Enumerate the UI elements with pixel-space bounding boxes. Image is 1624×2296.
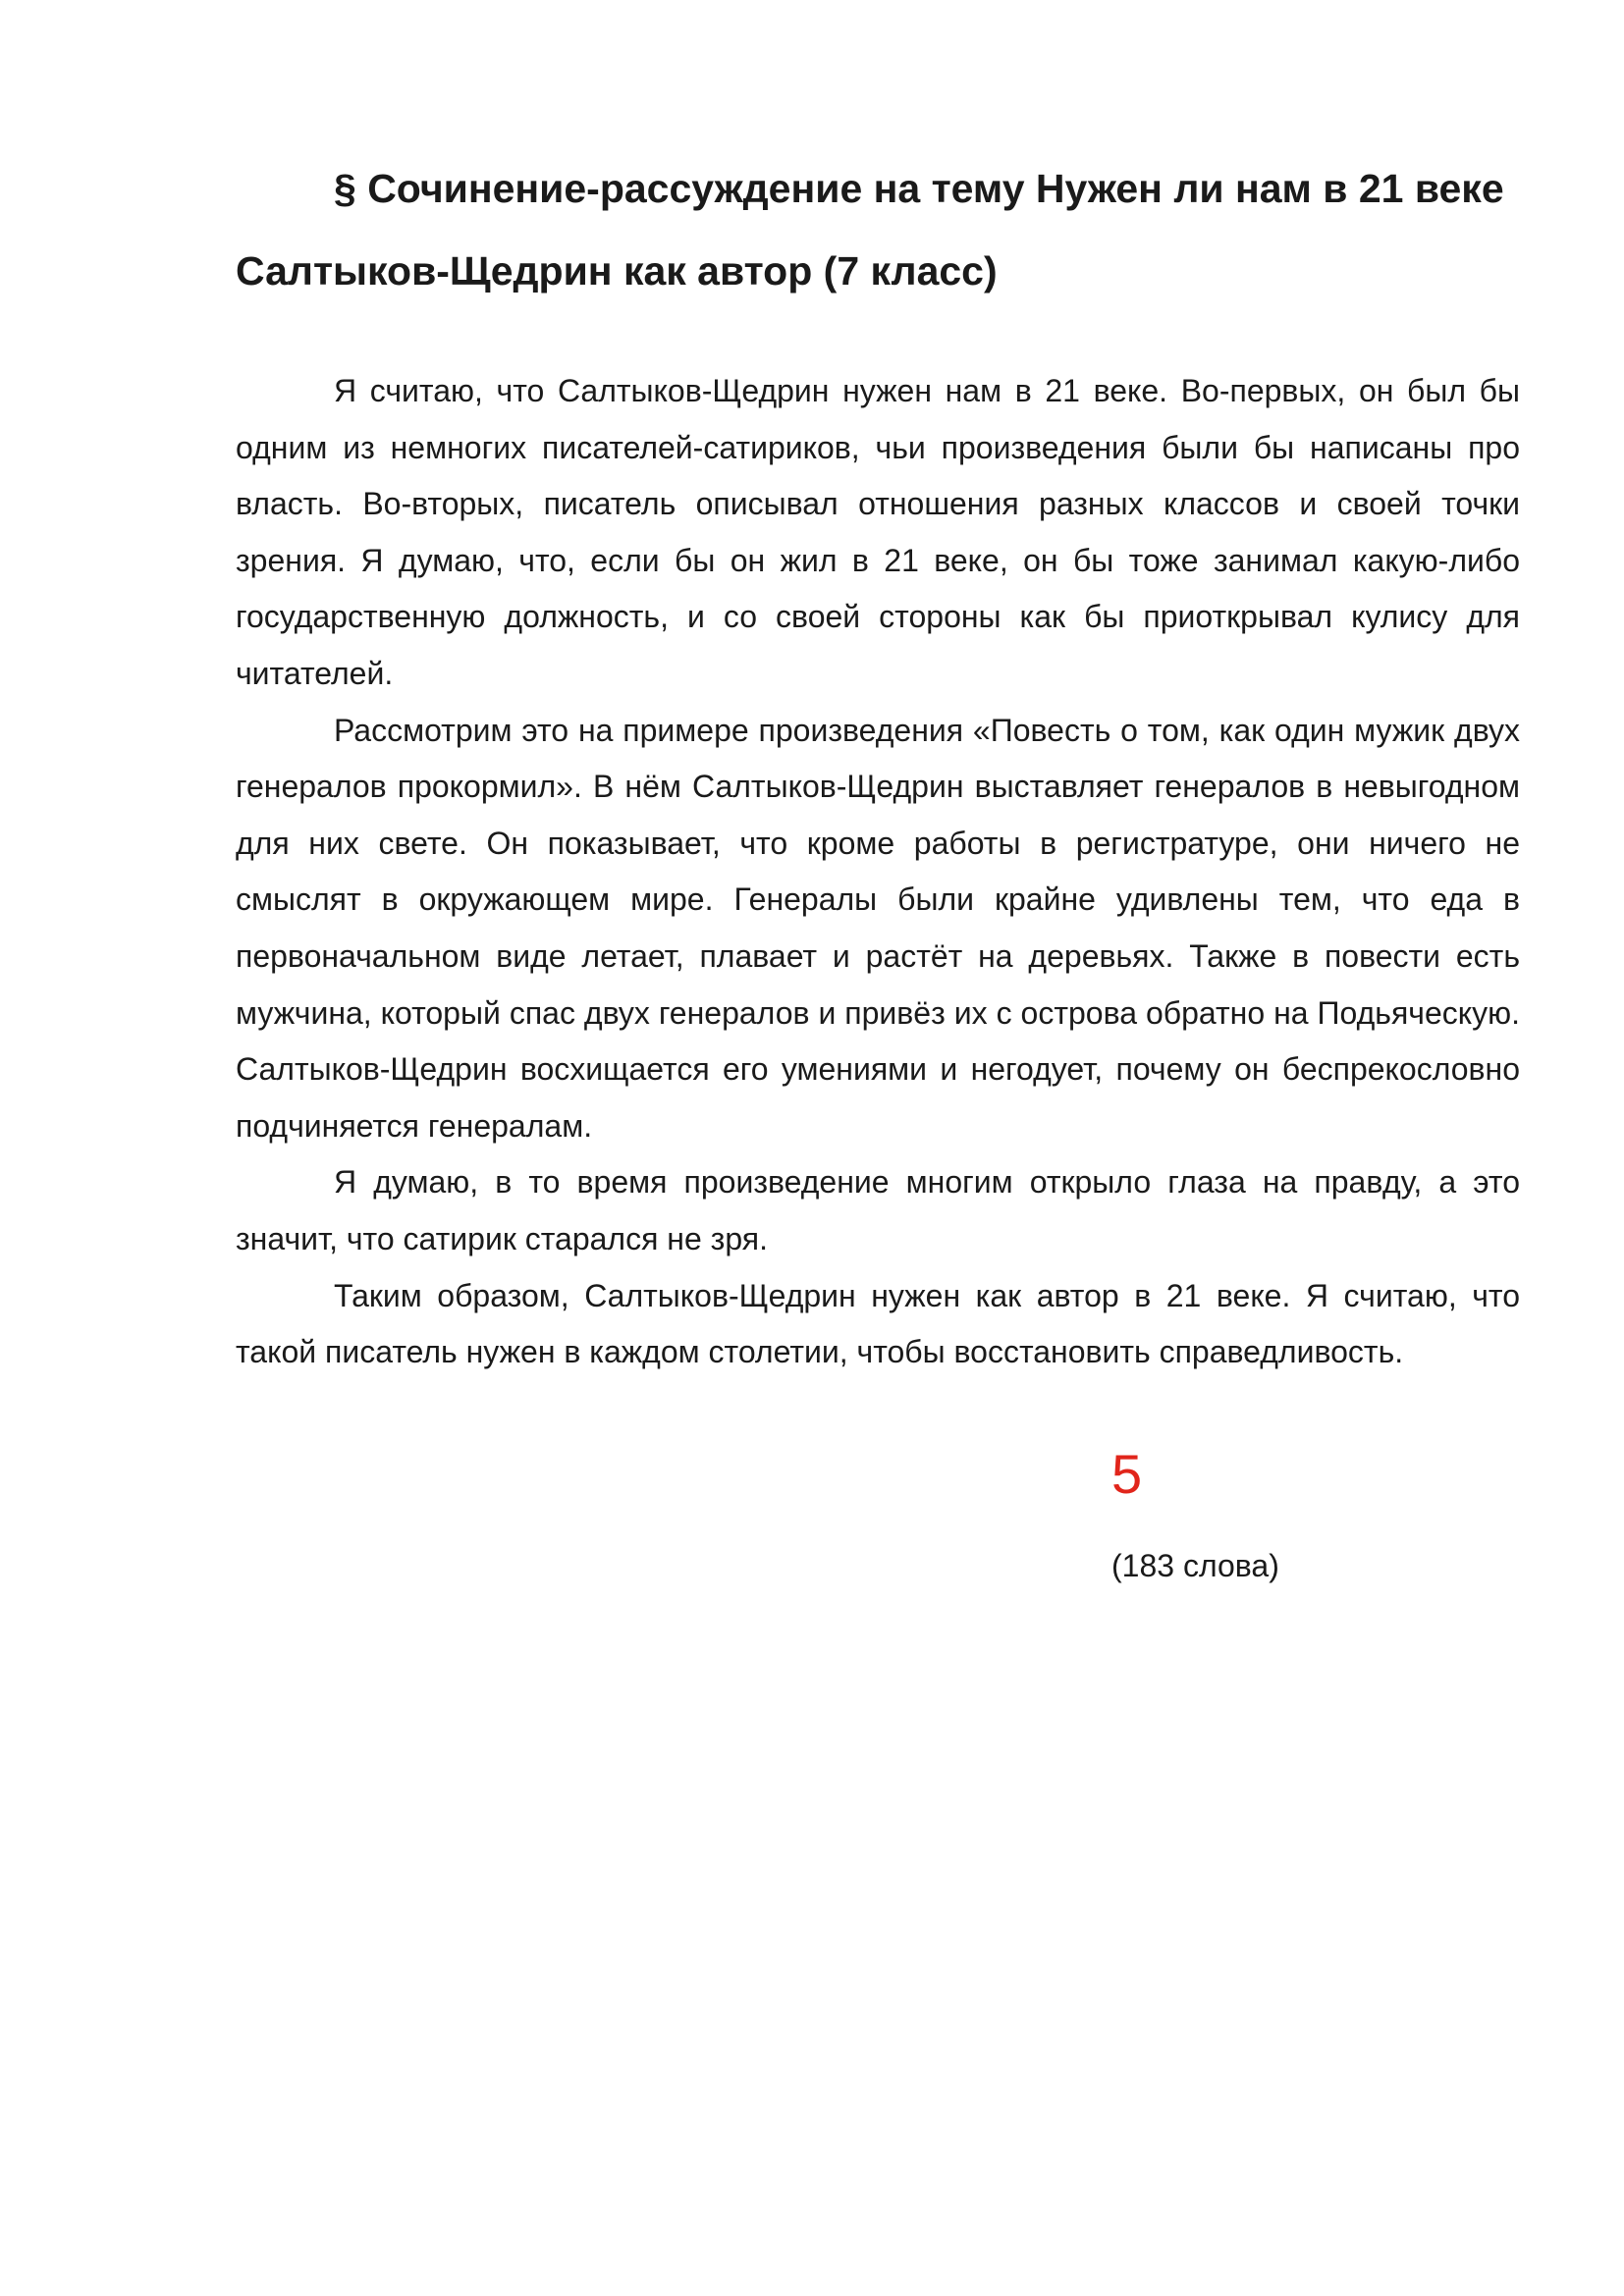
essay-paragraph-4: Таким образом, Салтыков-Щедрин нужен как автор в 21 веке. Я считаю, что такой писатель нужен в каждом столетии, чтобы восстановить справедливость. bbox=[236, 1277, 1520, 1370]
word-count: (183 слова) bbox=[1111, 1548, 1279, 1583]
essay-paragraph-2: Рассмотрим это на примере произведения «Повесть о том, как один мужик двух генералов прокормил». В нём Салтыков-Щедрин выставляет генералов в невыгодном для них свете. Он показывает, что кроме работы в регистратуре, они ничего не смыслят в окружающем мире. Генералы были крайне удивлены тем, что еда в первоначальном виде летает, плавает и растёт на деревьях. Также в повести есть мужчина, который спас двух генералов и привёз их с острова обратно на Подьяческую. Салтыков-Щедрин восхищается его умениями и негодует, почему он беспрекословно подчиняется генералам. bbox=[236, 712, 1520, 1144]
essay-paragraph-1: Я считаю, что Салтыков-Щедрин нужен нам в 21 веке. Во-первых, он был бы одним из немногих писателей-сатириков, чьи произведения были бы написаны про власть. Во-вторых, писатель описывал отношения разных классов и своей точки зрения. Я думаю, что, если бы он жил в 21 веке, он бы тоже занимал какую-либо государственную должность, и со своей стороны как бы приоткрывал кулису для читателей. bbox=[236, 373, 1520, 691]
essay-body bbox=[236, 363, 1520, 1381]
grade-mark: 5 bbox=[1111, 1443, 1143, 1505]
essay-paragraph-3: Я думаю, в то время произведение многим открыло глаза на правду, а это значит, что сатирик старался не зря. bbox=[236, 1164, 1520, 1256]
essay-title: § Сочинение-рассуждение на тему Нужен ли нам в 21 веке Салтыков-Щедрин как автор (7 класс) bbox=[236, 166, 1504, 294]
document-page bbox=[236, 147, 1520, 1381]
